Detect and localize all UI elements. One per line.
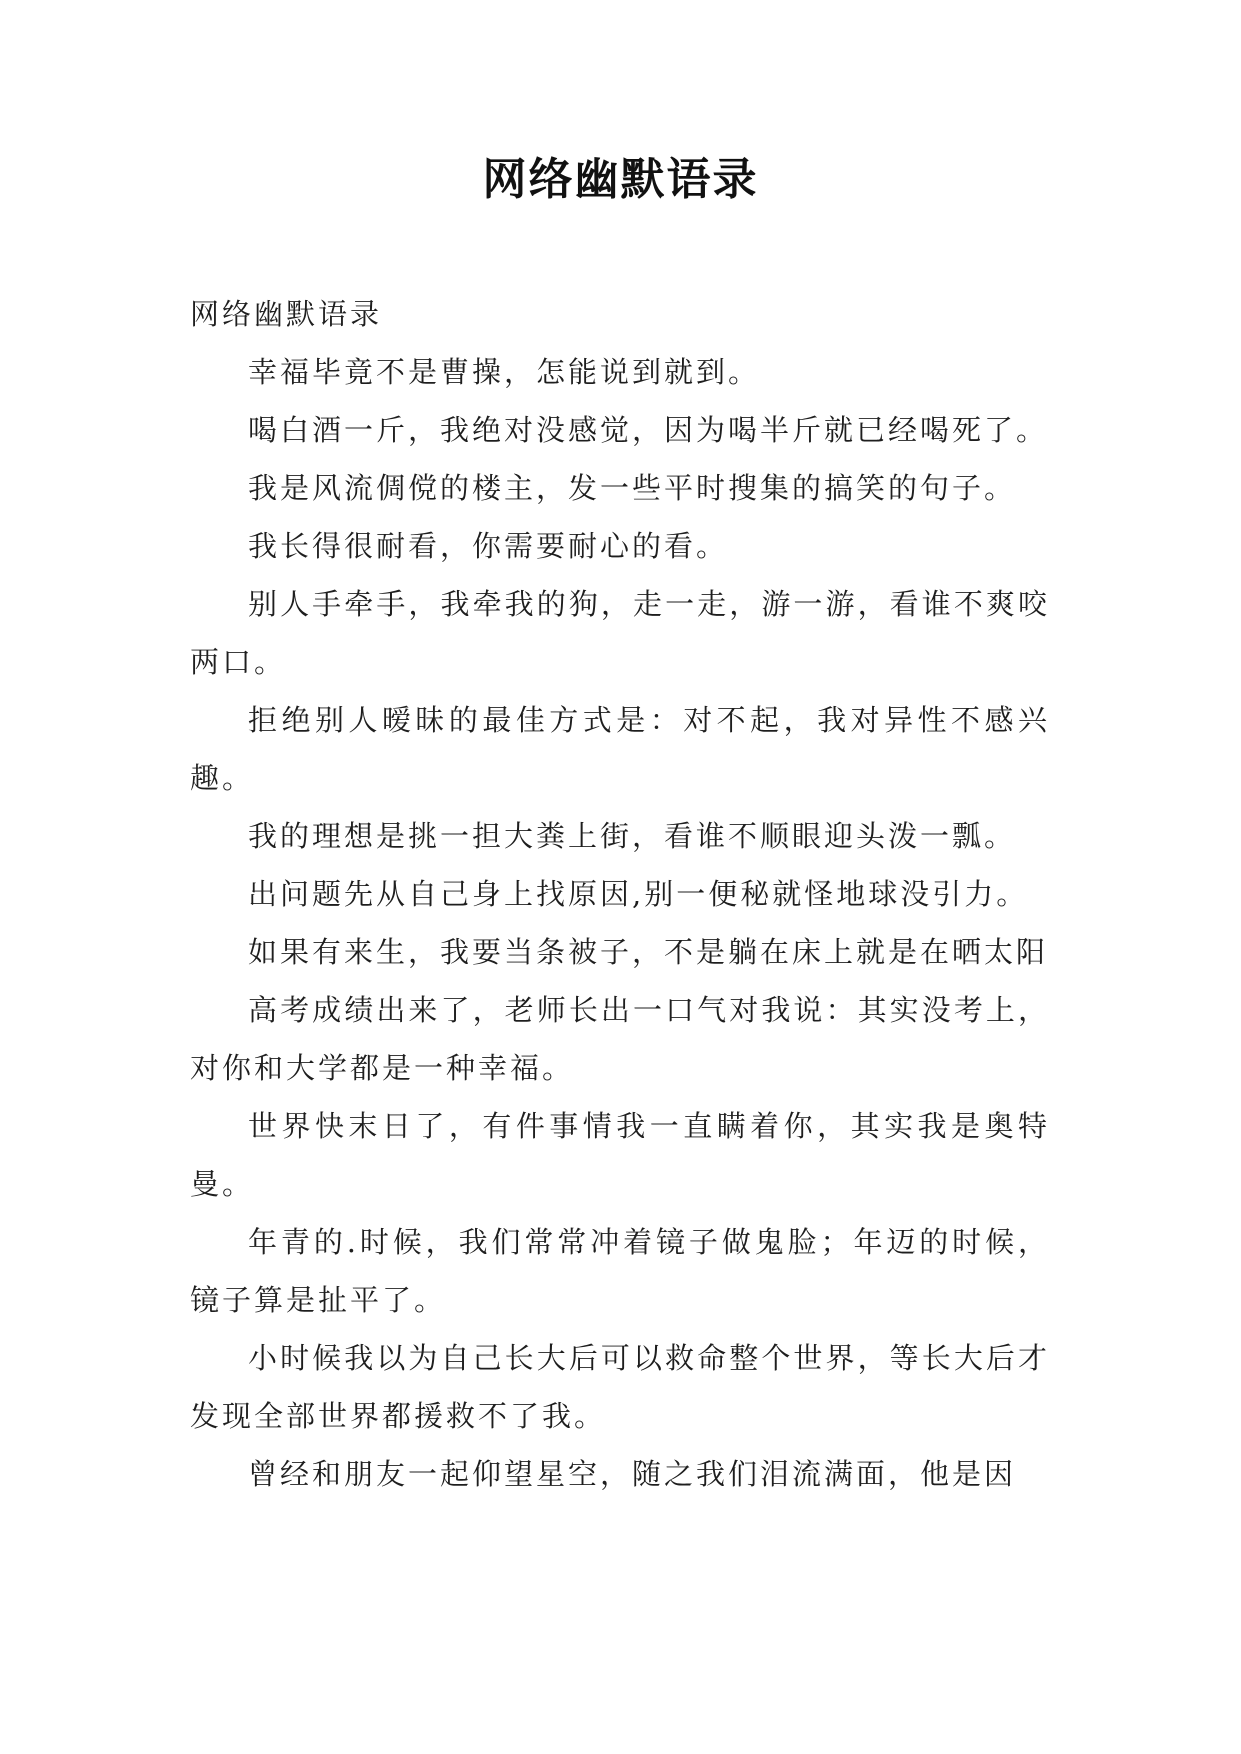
paragraph: 我的理想是挑一担大粪上街，看谁不顺眼迎头泼一瓢。 (248, 819, 1017, 853)
paragraph: 别人手牵手，我牵我的狗，走一走，游一游，看谁不爽咬两口。 (190, 587, 1050, 679)
paragraph: 出问题先从自己身上找原因,别一便秘就怪地球没引力。 (248, 877, 1029, 911)
paragraph: 拒绝别人暧昧的最佳方式是：对不起，我对异性不感兴趣。 (190, 703, 1050, 795)
paragraph: 喝白酒一斤，我绝对没感觉，因为喝半斤就已经喝死了。 (248, 413, 1049, 447)
paragraph: 曾经和朋友一起仰望星空，随之我们泪流满面，他是因 (248, 1457, 1017, 1491)
paragraph: 幸福毕竟不是曹操，怎能说到就到。 (248, 355, 761, 389)
paragraph: 高考成绩出来了，老师长出一口气对我说：其实没考上，对你和大学都是一种幸福。 (190, 993, 1050, 1085)
paragraph: 如果有来生，我要当条被子，不是躺在床上就是在晒太阳 (248, 935, 1049, 969)
document-subtitle: 网络幽默语录 (190, 297, 383, 331)
paragraph: 我长得很耐看，你需要耐心的看。 (248, 529, 729, 563)
paragraph: 世界快末日了，有件事情我一直瞒着你，其实我是奥特曼。 (190, 1109, 1050, 1201)
paragraph: 年青的.时候，我们常常冲着镜子做鬼脸；年迈的时候，镜子算是扯平了。 (190, 1225, 1050, 1317)
document-body (190, 285, 1050, 1503)
document-title: 网络幽默语录 (482, 154, 759, 205)
paragraph: 小时候我以为自己长大后可以救命整个世界，等长大后才发现全部世界都援救不了我。 (190, 1341, 1050, 1433)
paragraph: 我是风流倜傥的楼主，发一些平时搜集的搞笑的句子。 (248, 471, 1017, 505)
